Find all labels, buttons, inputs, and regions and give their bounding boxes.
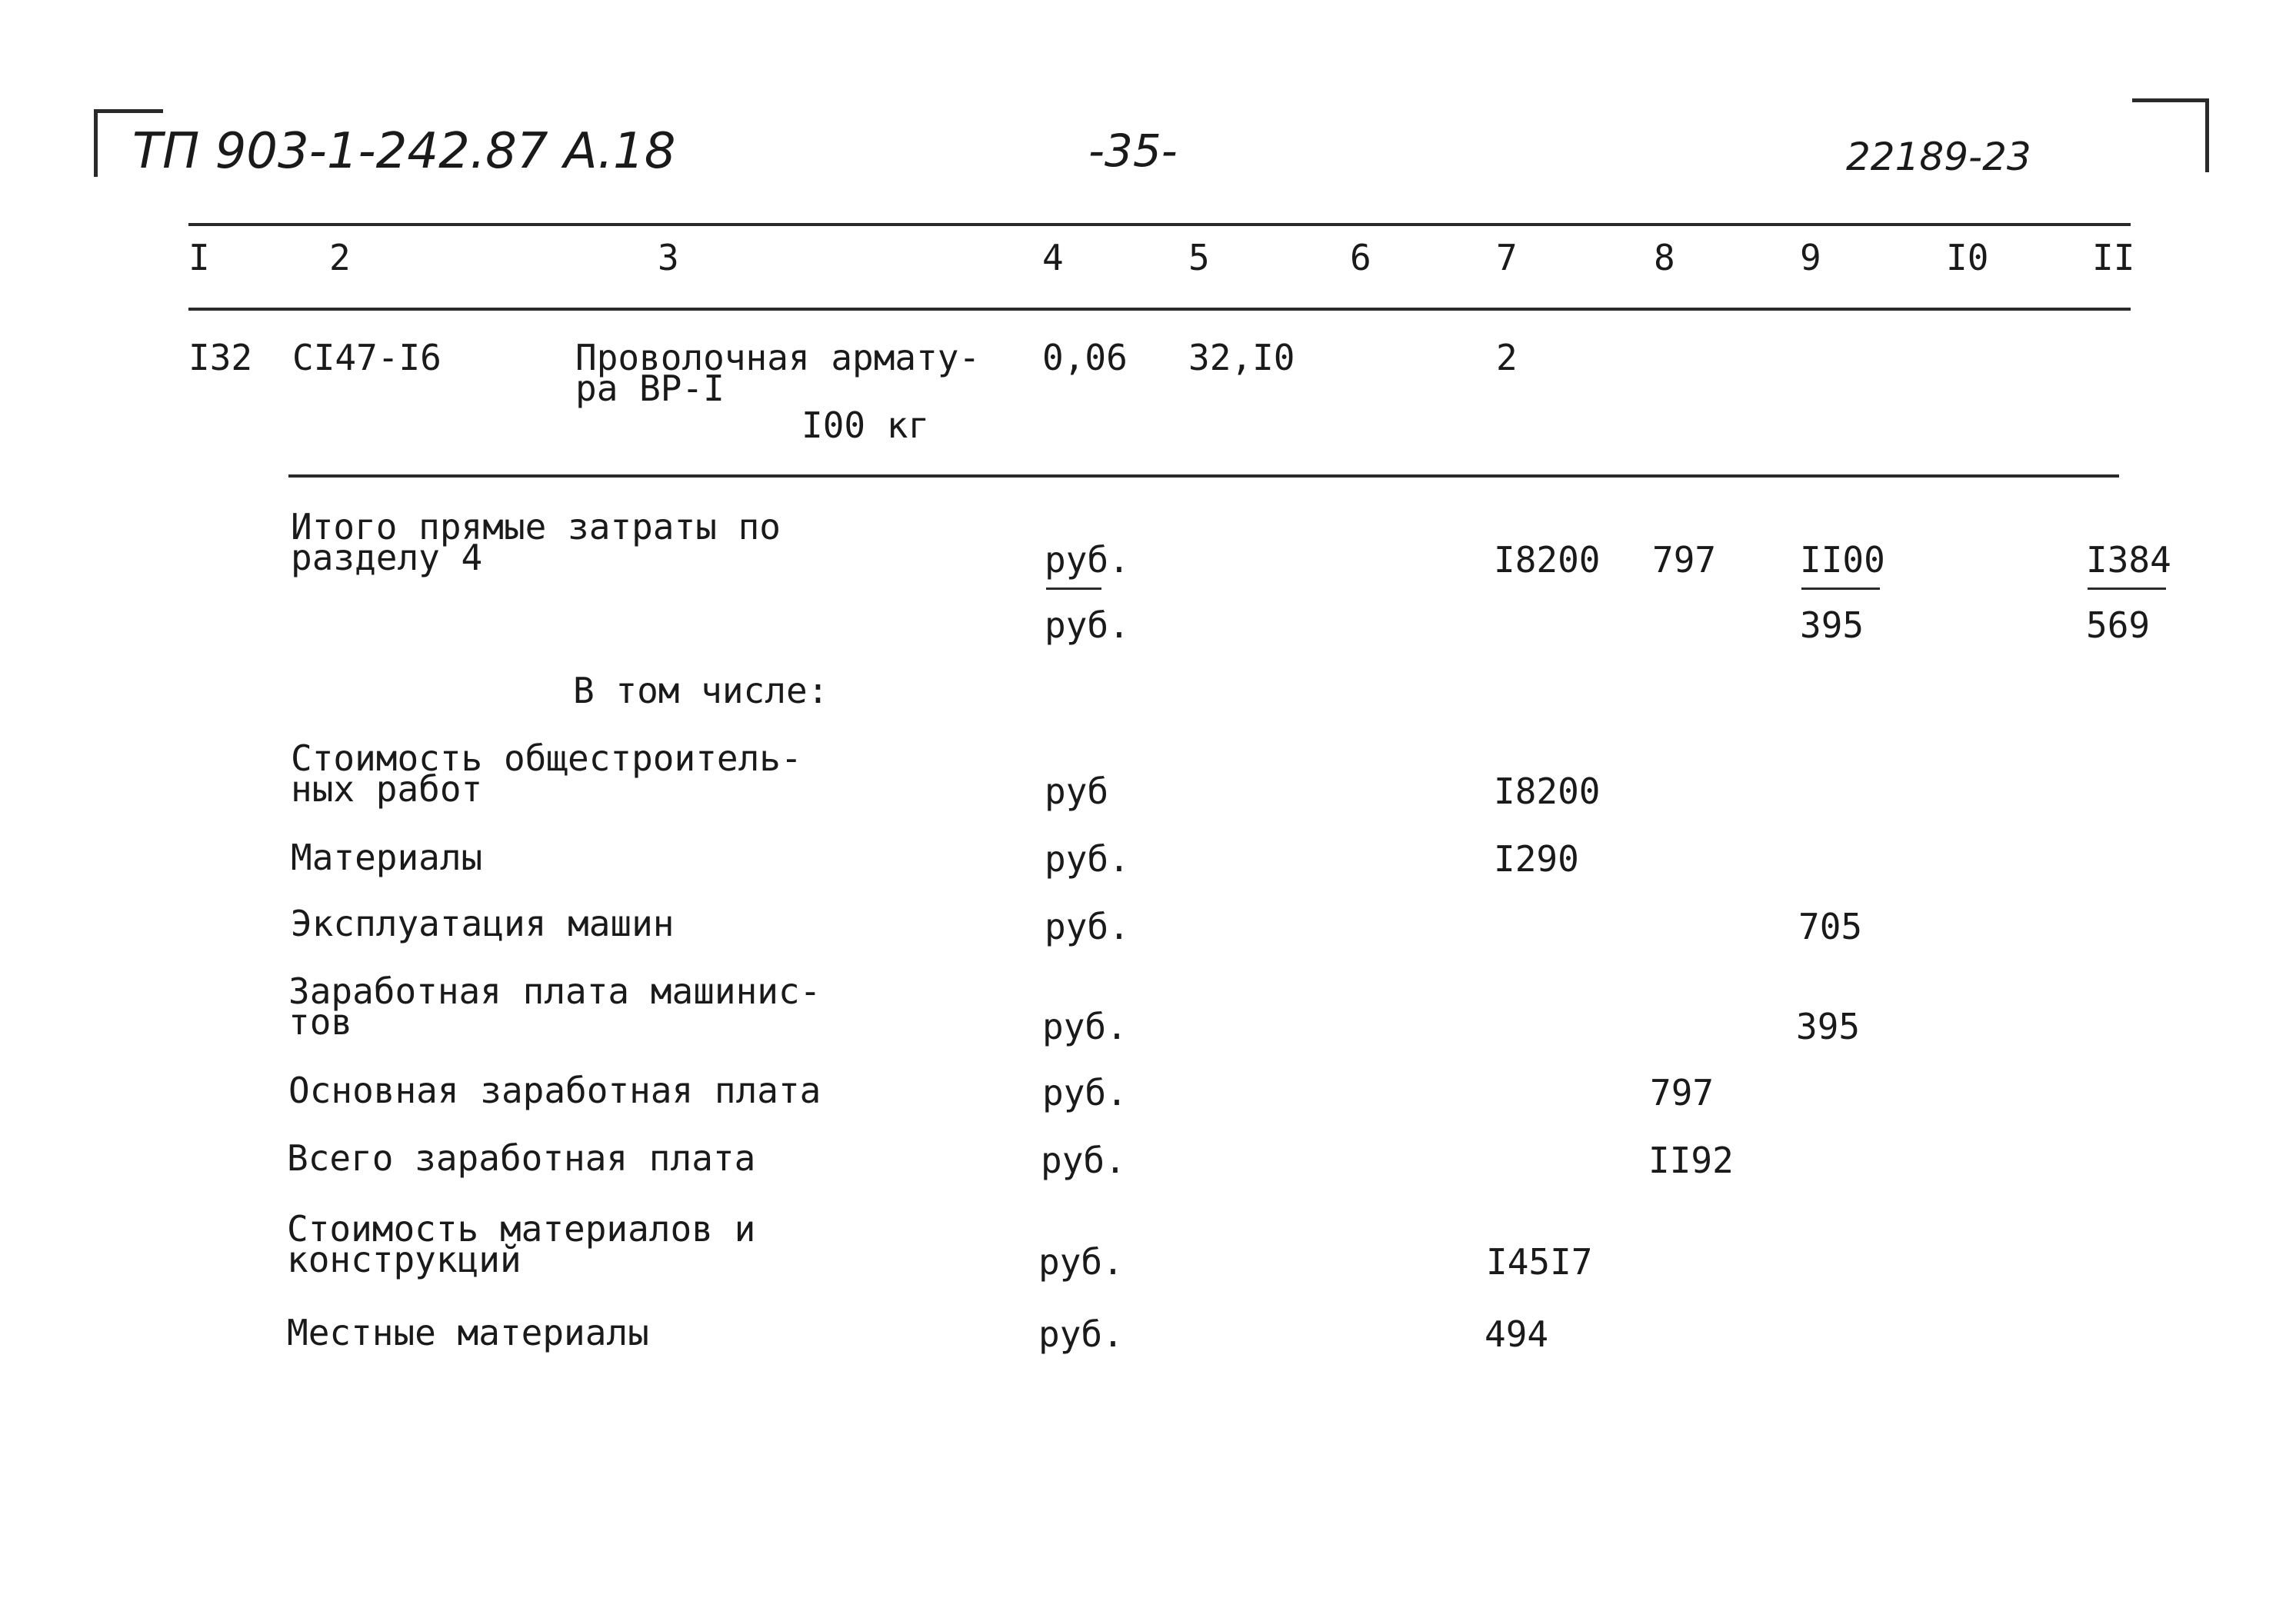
summary-label-line2: разделу 4 xyxy=(291,537,483,578)
summary-unit-fraction-bar xyxy=(1046,587,1101,590)
breakdown-unit: руб. xyxy=(1038,1313,1124,1355)
item-separator-rule xyxy=(288,474,2119,478)
column-header-10: I0 xyxy=(1946,237,1989,278)
item-name-line2: ра ВР-I xyxy=(575,368,725,409)
column-header-5: 5 xyxy=(1188,237,1210,278)
column-header-11: II xyxy=(2092,237,2135,278)
summary-unit-bottom: руб. xyxy=(1045,604,1130,646)
column-header-3: 3 xyxy=(658,237,679,278)
summary-col9-fraction-bar xyxy=(1801,587,1880,590)
page-number: -35- xyxy=(1088,125,1178,177)
item-number: I32 xyxy=(188,337,253,378)
breakdown-label-cont: тов xyxy=(288,1001,353,1043)
column-header-8: 8 xyxy=(1654,237,1675,278)
breakdown-unit: руб. xyxy=(1038,1241,1124,1283)
summary-col11-fraction-bar xyxy=(2088,587,2166,590)
item-quantity: 0,06 xyxy=(1042,337,1128,378)
item-unit: I00 кг xyxy=(801,404,930,446)
summary-col9-top: II00 xyxy=(1800,539,1885,581)
summary-label-line1: Итого прямые затраты по xyxy=(291,506,781,548)
item-code: СI47-I6 xyxy=(292,337,442,378)
breakdown-unit: руб xyxy=(1045,771,1109,812)
breakdown-label-cont: ных работ xyxy=(291,768,483,810)
breakdown-unit: руб. xyxy=(1042,1006,1128,1047)
breakdown-value: I45I7 xyxy=(1486,1241,1593,1283)
breakdown-value: I290 xyxy=(1494,838,1579,880)
sheet-code: 22189-23 xyxy=(1846,135,2031,179)
frame-corner-left-side xyxy=(94,109,98,177)
column-header-6: 6 xyxy=(1350,237,1371,278)
breakdown-label: Заработная плата машинис- xyxy=(288,970,821,1012)
including-label: В том числе: xyxy=(573,670,829,711)
frame-corner-right-side xyxy=(2205,98,2209,172)
breakdown-label-cont: конструкций xyxy=(287,1239,522,1280)
table-header-rule xyxy=(188,308,2131,311)
column-header-7: 7 xyxy=(1496,237,1518,278)
column-header-9: 9 xyxy=(1800,237,1821,278)
breakdown-value: 395 xyxy=(1796,1006,1861,1047)
summary-col11-bottom: 569 xyxy=(2086,604,2151,646)
column-header-4: 4 xyxy=(1042,237,1064,278)
frame-corner-right-top xyxy=(2132,98,2209,102)
breakdown-value: 705 xyxy=(1798,906,1863,947)
breakdown-unit: руб. xyxy=(1041,1140,1126,1181)
frame-corner-left-top xyxy=(94,109,163,113)
breakdown-label: Стоимость материалов и xyxy=(287,1208,756,1250)
breakdown-value: I8200 xyxy=(1494,771,1601,812)
summary-col7-value: I8200 xyxy=(1494,539,1601,581)
breakdown-label: Материалы xyxy=(291,837,483,878)
breakdown-unit: руб. xyxy=(1045,838,1130,880)
breakdown-value: 494 xyxy=(1485,1313,1549,1355)
column-header-1: I xyxy=(188,237,210,278)
item-total: 2 xyxy=(1496,337,1518,378)
summary-unit-top: руб. xyxy=(1045,539,1130,581)
summary-col8-value: 797 xyxy=(1652,539,1717,581)
summary-col9-bottom: 395 xyxy=(1800,604,1864,646)
breakdown-label: Основная заработная плата xyxy=(288,1070,821,1111)
breakdown-label: Местные материалы xyxy=(287,1312,649,1353)
breakdown-label: Всего заработная плата xyxy=(287,1137,756,1179)
breakdown-label: Стоимость общестроитель- xyxy=(291,737,802,779)
doc-code: ТП 903-1-242.87 А.18 xyxy=(132,123,676,180)
item-name-line1: Проволочная армату- xyxy=(575,337,981,378)
breakdown-value: II92 xyxy=(1648,1140,1734,1181)
item-price: 32,I0 xyxy=(1188,337,1295,378)
breakdown-value: 797 xyxy=(1650,1072,1715,1113)
breakdown-unit: руб. xyxy=(1042,1072,1128,1113)
breakdown-unit: руб. xyxy=(1045,906,1130,947)
summary-col11-top: I384 xyxy=(2086,539,2171,581)
table-top-rule xyxy=(188,223,2131,226)
column-header-2: 2 xyxy=(329,237,351,278)
breakdown-label: Эксплуатация машин xyxy=(291,903,675,944)
